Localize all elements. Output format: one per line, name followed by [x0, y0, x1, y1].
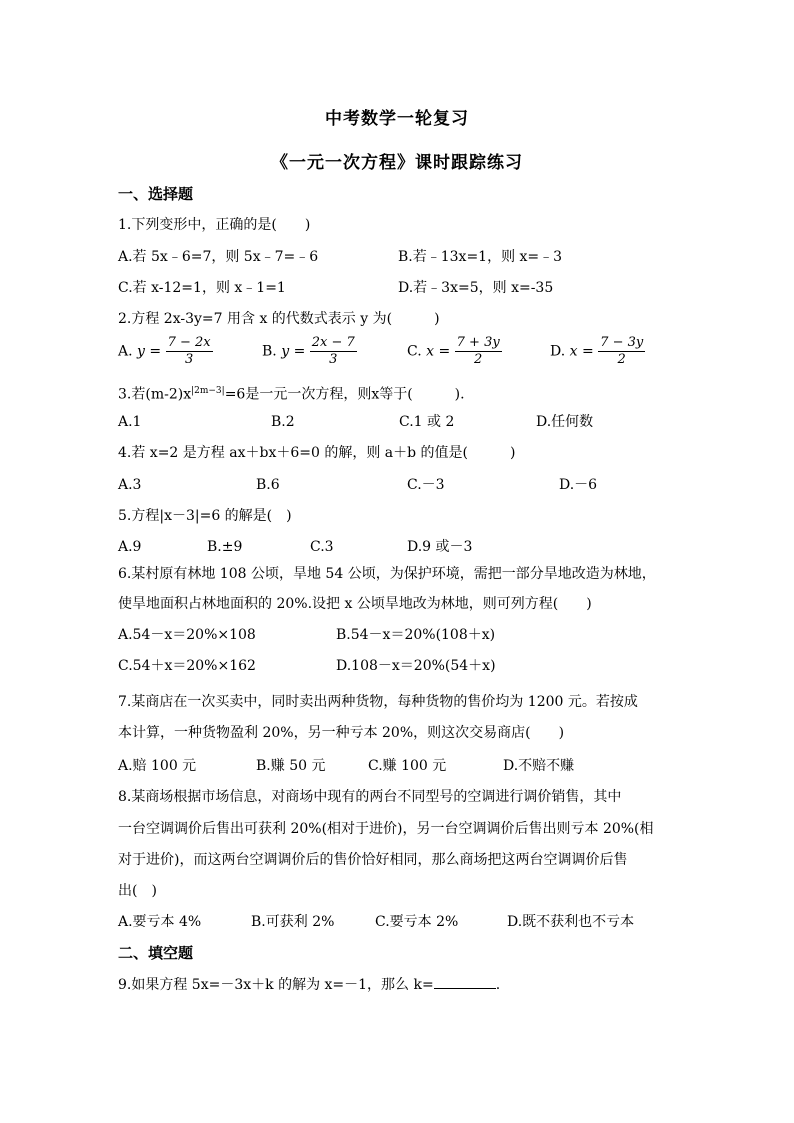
- fraction-numerator: 7 − 2x: [167, 335, 211, 350]
- page-title: 中考数学一轮复习: [325, 109, 469, 129]
- question-1-option-c: C.若 x-12=1，则 x﹣1=1: [118, 280, 286, 296]
- question-8-option-b: B.可获利 2%: [251, 914, 335, 930]
- fraction-denominator: 3: [184, 352, 194, 367]
- question-3-option-c: C.1 或 2: [399, 414, 455, 430]
- option-lhs: y =: [137, 343, 162, 360]
- question-2-option-d: [550, 335, 645, 368]
- question-9-stem: [118, 976, 500, 994]
- question-6-option-b: B.54－x＝20%(108＋x): [336, 627, 496, 643]
- option-label: B.: [262, 343, 277, 360]
- question-1-option-a: A.若 5x﹣6=7，则 5x﹣7=﹣6: [118, 249, 319, 265]
- question-9-end: .: [495, 977, 501, 993]
- question-7-stem-line-2: 本计算，一种货物盈利 20%，另一种亏本 20%，则这次交易商店( ): [118, 725, 565, 741]
- fraction: [455, 335, 502, 368]
- question-8-option-d: D.既不获利也不亏本: [507, 914, 635, 930]
- question-5-option-d: D.9 或－3: [407, 539, 473, 555]
- question-4-option-a: A.3: [118, 477, 142, 493]
- fraction-numerator: 7 + 3y: [456, 335, 500, 350]
- question-6-stem-line-2: 使旱地面积占林地面积的 20%.设把 x 公顷旱地改为林地，则可列方程( ): [118, 596, 592, 612]
- option-lhs: x =: [569, 343, 594, 360]
- question-5-option-b: B.±9: [207, 539, 243, 555]
- question-2-option-a: [118, 335, 213, 368]
- question-4-option-c: C.－3: [407, 477, 445, 493]
- question-7-option-b: B.赚 50 元: [256, 758, 326, 774]
- question-3-option-d: D.任何数: [536, 414, 594, 430]
- section-heading-choice: 一、选择题: [118, 185, 194, 203]
- question-5-option-a: A.9: [118, 539, 142, 555]
- question-6-option-c: C.54＋x＝20%×162: [118, 658, 256, 674]
- question-3-stem-pre: 3.若(m-2)x: [118, 386, 192, 403]
- question-4-option-d: D.－6: [559, 477, 598, 493]
- fraction: [598, 335, 645, 368]
- question-3-option-a: A.1: [118, 414, 142, 430]
- option-lhs: y =: [281, 343, 306, 360]
- question-7-option-a: A.赔 100 元: [118, 758, 197, 774]
- question-8-stem-line-2: 一台空调调价后售出可获利 20%(相对于进价)，另一台空调调价后售出则亏本 20%(相: [118, 821, 654, 837]
- question-8-stem-line-4: 出( ): [118, 883, 157, 899]
- question-1-option-b: B.若﹣13x=1，则 x=﹣3: [398, 249, 563, 265]
- fraction: [310, 335, 357, 368]
- exponent: |2m−3|: [191, 386, 225, 396]
- question-2-option-c: [407, 335, 502, 368]
- question-2-option-b: [262, 335, 357, 368]
- option-label: A.: [118, 343, 133, 360]
- fraction-numerator: 2x − 7: [311, 335, 355, 350]
- question-7-option-c: C.赚 100 元: [368, 758, 447, 774]
- fraction-denominator: 2: [617, 352, 626, 367]
- fraction-numerator: 7 − 3y: [600, 335, 644, 350]
- question-8-stem-line-1: 8.某商场根据市场信息，对商场中现有的两台不同型号的空调进行调价销售，其中: [118, 789, 622, 805]
- question-7-option-d: D.不赔不赚: [503, 758, 575, 774]
- option-label: D.: [550, 343, 566, 360]
- question-5-stem: 5.方程|x－3|=6 的解是( ): [118, 508, 292, 524]
- question-8-option-a: A.要亏本 4%: [118, 914, 202, 930]
- question-3-stem: [118, 382, 465, 404]
- question-6-option-a: A.54－x＝20%×108: [118, 627, 256, 643]
- question-6-stem-line-1: 6.某村原有林地 108 公顷，旱地 54 公顷，为保护环境，需把一部分旱地改造为林地，: [118, 566, 656, 582]
- question-4-stem: 4.若 x=2 是方程 ax＋bx＋6=0 的解，则 a＋b 的值是( ): [118, 445, 516, 461]
- question-9-text: 9.如果方程 5x=－3x＋k 的解为 x=－1，那么 k=: [118, 977, 434, 993]
- question-6-option-d: D.108－x＝20%(54＋x): [336, 658, 496, 674]
- question-8-stem-line-3: 对于进价)，而这两台空调调价后的售价恰好相同，那么商场把这两台空调调价后售: [118, 852, 628, 868]
- page-subtitle: 《一元一次方程》课时跟踪练习: [271, 153, 523, 173]
- fraction-denominator: 3: [329, 352, 338, 367]
- answer-blank[interactable]: [434, 976, 496, 989]
- question-7-stem-line-1: 7.某商店在一次买卖中，同时卖出两种货物，每种货物的售价均为 1200 元。若按成: [118, 694, 638, 710]
- question-1-option-d: D.若﹣3x=5，则 x=-35: [398, 280, 554, 296]
- fraction-denominator: 2: [474, 352, 483, 367]
- question-2-stem: 2.方程 2x-3y=7 用含 x 的代数式表示 y 为( ): [118, 311, 440, 327]
- fraction: [166, 335, 213, 368]
- option-label: C.: [407, 343, 422, 360]
- question-8-option-c: C.要亏本 2%: [375, 914, 459, 930]
- question-5-option-c: C.3: [310, 539, 334, 555]
- question-3-stem-post: =6是一元一次方程，则x等于( ).: [224, 386, 465, 403]
- question-4-option-b: B.6: [256, 477, 280, 493]
- question-1-stem: 1.下列变形中，正确的是( ): [118, 217, 311, 233]
- question-3-option-b: B.2: [271, 414, 295, 430]
- section-heading-fill-in: 二、填空题: [118, 944, 194, 962]
- option-lhs: x =: [426, 343, 451, 360]
